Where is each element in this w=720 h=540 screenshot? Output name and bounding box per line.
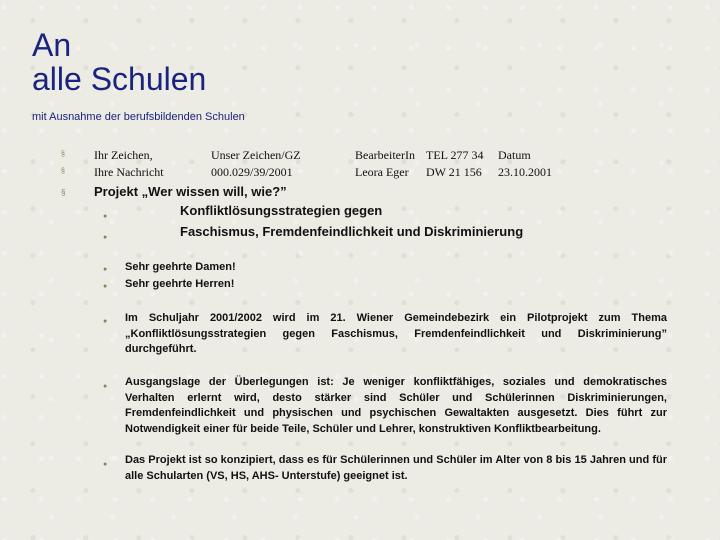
header-cell: DW 21 156 <box>426 165 482 179</box>
header-col-our-reference <box>211 147 301 181</box>
header-col-reference <box>94 147 164 181</box>
project-subject-line-1: Konfliktlösungsstrategien gegen <box>180 203 383 218</box>
title-line-2: alle Schulen <box>32 61 207 97</box>
header-bullet-1: § <box>61 151 65 158</box>
header-cell: Unser Zeichen/GZ <box>211 148 301 162</box>
project-title: Projekt „Wer wissen will, wie?” <box>94 184 287 199</box>
header-cell: 000.029/39/2001 <box>211 165 293 179</box>
subject-bullet-2: ● <box>103 234 108 241</box>
header-col-phone <box>426 147 484 181</box>
header-bullet-2: § <box>61 168 65 175</box>
paragraph-bullet-3: ● <box>103 461 108 468</box>
header-cell: TEL 277 34 <box>426 148 484 162</box>
paragraph-target-group: Das Projekt ist so konzipiert, dass es für Schülerinnen und Schüler im Alter von 8 bis 15 Jahren und für alle Schularten (VS, HS, AHS- Unterstufe) geeignet ist. <box>125 454 667 482</box>
project-subject-line-2: Faschismus, Fremdenfeindlichkeit und Diskriminierung <box>180 224 524 239</box>
paragraph-bullet-2: ● <box>103 383 108 390</box>
page-title <box>32 28 206 96</box>
header-cell: Datum <box>498 148 531 162</box>
paragraph-pilot-project: Im Schuljahr 2001/2002 wird im 21. Wiener Gemeindebezirk ein Pilotprojekt zum Thema „Konfliktlösungsstrategien gegen Faschismus, Fremdenfeindlichkeit und Diskriminierung” durchgeführt. <box>125 312 667 355</box>
paragraph-starting-point: Ausgangslage der Überlegungen ist: Je weniger konfliktfähiges, soziales und demokratisches Verhalten erlernt wird, desto stärker sind Schüler und Schülerinnen Diskriminierungen, Fremdenfeindlichkeit und physischen und psychischen Gewaltakten ausgesetzt. Dies führt zur Notwendigkeit einer für beide Teile, Schüler und Lehrer, konstruktiven Konfliktbearbeitung. <box>125 376 667 435</box>
header-cell: Ihre Nachricht <box>94 165 164 179</box>
greeting-line-2: Sehr geehrte Herren! <box>125 278 235 290</box>
paragraph-bullet-1: ● <box>103 318 108 325</box>
header-cell: Leora Eger <box>355 165 409 179</box>
header-col-editor <box>355 147 415 181</box>
subject-bullet-1: ● <box>103 213 108 220</box>
project-bullet: § <box>61 188 66 197</box>
page-subtitle: mit Ausnahme der berufsbildenden Schulen <box>32 111 245 123</box>
header-cell: BearbeiterIn <box>355 148 415 162</box>
greeting-bullet-2: ● <box>103 283 108 290</box>
greeting-bullet-1: ● <box>103 266 108 273</box>
header-cell: Ihr Zeichen, <box>94 148 153 162</box>
header-col-date <box>498 147 552 181</box>
header-cell: 23.10.2001 <box>498 165 552 179</box>
greeting-line-1: Sehr geehrte Damen! <box>125 261 236 273</box>
title-line-1: An <box>32 27 72 63</box>
